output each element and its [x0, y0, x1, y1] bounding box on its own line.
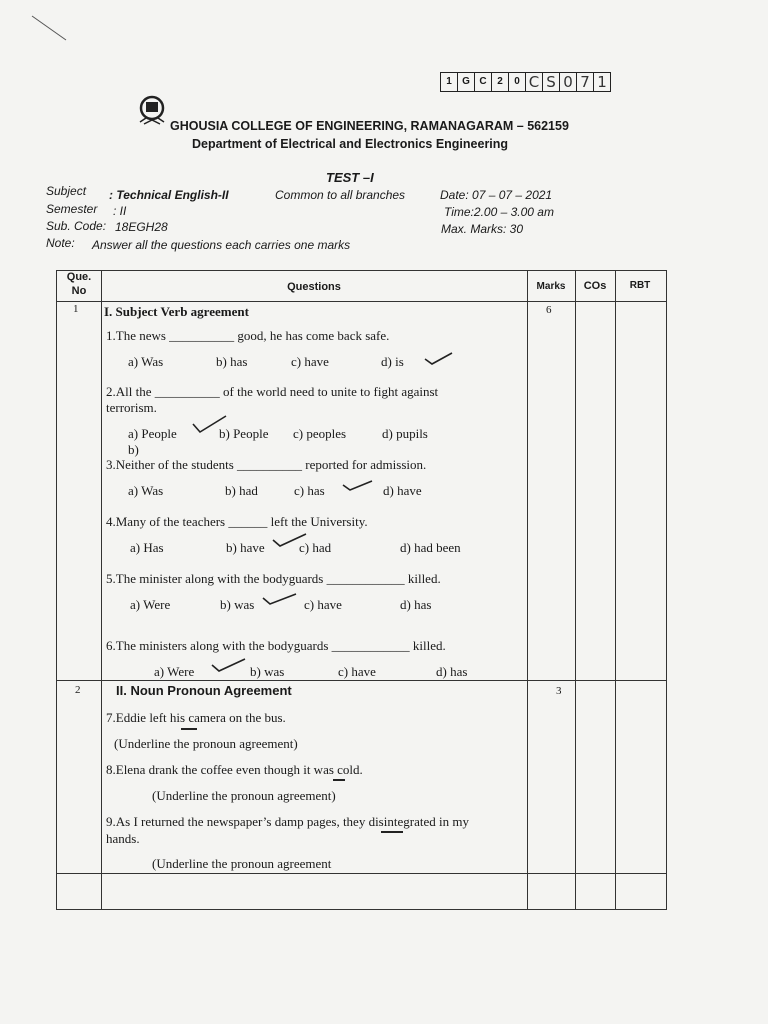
usn-box: S	[542, 72, 560, 92]
question-number: 2	[75, 684, 81, 696]
option: b) was	[220, 597, 255, 612]
option: b) have	[226, 540, 265, 555]
question-text: 3.Neither of the students __________ reported for admission.	[106, 457, 427, 472]
common-branches: Common to all branches	[275, 188, 406, 202]
question-text: 7.Eddie left his camera on the bus.	[106, 710, 286, 725]
underline-mark	[333, 779, 345, 781]
usn-box: G	[457, 72, 475, 92]
option: a) Were	[154, 664, 195, 679]
section-marks: 6	[546, 304, 552, 316]
option: b) has	[216, 354, 248, 369]
option: d) is	[381, 354, 404, 369]
option: c) has	[294, 483, 325, 498]
question-text: 4.Many of the teachers ______ left the University.	[106, 514, 368, 529]
header-no: No	[71, 285, 87, 297]
question-text: hands.	[106, 831, 140, 846]
option: c) have	[291, 354, 329, 369]
option: a) Was	[128, 483, 164, 498]
instruction: (Underline the pronoun agreement)	[114, 736, 298, 751]
check-mark-icon	[192, 414, 228, 436]
option: a) Was	[128, 354, 164, 369]
usn-box: 1	[593, 72, 611, 92]
option: b) People	[219, 426, 269, 441]
note-text: Answer all the questions each carries one marks	[92, 238, 351, 252]
question-text: 9.As I returned the newspaper’s damp pages, they disintegrated in my	[106, 814, 469, 829]
option: d) has	[436, 664, 468, 679]
question-text: 1.The news __________ good, he has come back safe.	[106, 328, 390, 343]
header-rbt: RBT	[629, 280, 651, 291]
option: b) was	[250, 664, 285, 679]
option: d) had been	[400, 540, 461, 555]
max-marks: Max. Marks: 30	[441, 222, 524, 236]
option: c) had	[299, 540, 332, 555]
option: b) had	[225, 483, 258, 498]
college-logo	[136, 94, 168, 126]
section-marks: 3	[556, 685, 562, 697]
usn-box: 0	[508, 72, 526, 92]
usn-box: C	[525, 72, 543, 92]
underline-mark	[381, 831, 403, 833]
option: d) pupils	[382, 426, 428, 441]
option: a) Has	[130, 540, 164, 555]
check-mark-icon	[342, 479, 374, 493]
check-mark-icon	[262, 592, 298, 608]
question-text: 5.The minister along with the bodyguards ____________ killed.	[106, 571, 441, 586]
usn-box: 1	[440, 72, 458, 92]
note-label: Note:	[46, 236, 75, 250]
subcode-value: 18EGH28	[115, 220, 168, 234]
instruction: (Underline the pronoun agreement)	[152, 788, 336, 803]
option: a) Were	[130, 597, 171, 612]
test-date: Date: 07 – 07 – 2021	[440, 188, 553, 202]
subject-value: : Technical English-II	[109, 188, 229, 202]
instruction: (Underline the pronoun agreement	[152, 856, 332, 871]
subject-label: Subject	[46, 184, 87, 198]
usn-boxes	[441, 72, 611, 92]
option: a) People	[128, 426, 177, 441]
question-text: 8.Elena drank the coffee even though it was cold.	[106, 762, 363, 777]
header-questions: Questions	[287, 281, 341, 293]
option: d) have	[383, 483, 422, 498]
test-time: Time:2.00 – 3.00 am	[444, 205, 554, 219]
header-cos: COs	[583, 280, 607, 292]
option: b)	[128, 442, 139, 457]
college-name: GHOUSIA COLLEGE OF ENGINEERING, RAMANAGARAM – 562159	[170, 119, 569, 133]
header-marks: Marks	[536, 281, 566, 292]
check-mark-icon	[424, 350, 454, 366]
subcode-label: Sub. Code:	[46, 219, 107, 233]
question-text: terrorism.	[106, 400, 157, 415]
usn-box: 2	[491, 72, 509, 92]
section-title: I. Subject Verb agreement	[104, 304, 249, 319]
underline-mark	[181, 728, 197, 730]
check-mark-icon	[272, 532, 308, 550]
usn-box: 7	[576, 72, 594, 92]
pen-stroke-mark	[30, 14, 70, 44]
semester-value: : II	[113, 204, 127, 218]
semester-label: Semester	[46, 202, 98, 216]
section-title: II. Noun Pronoun Agreement	[116, 683, 292, 698]
question-text: 2.All the __________ of the world need to unite to fight against	[106, 384, 439, 399]
usn-box: C	[474, 72, 492, 92]
option: c) have	[338, 664, 376, 679]
test-title: TEST –I	[326, 170, 374, 185]
option: c) peoples	[293, 426, 347, 441]
check-mark-icon	[211, 656, 247, 674]
option: c) have	[304, 597, 342, 612]
question-number: 1	[73, 303, 79, 315]
question-text: 6.The ministers along with the bodyguards ____________ killed.	[106, 638, 446, 653]
header-que: Que.	[66, 271, 92, 283]
option: d) has	[400, 597, 432, 612]
usn-box: 0	[559, 72, 577, 92]
department-name: Department of Electrical and Electronics Engineering	[192, 137, 509, 151]
